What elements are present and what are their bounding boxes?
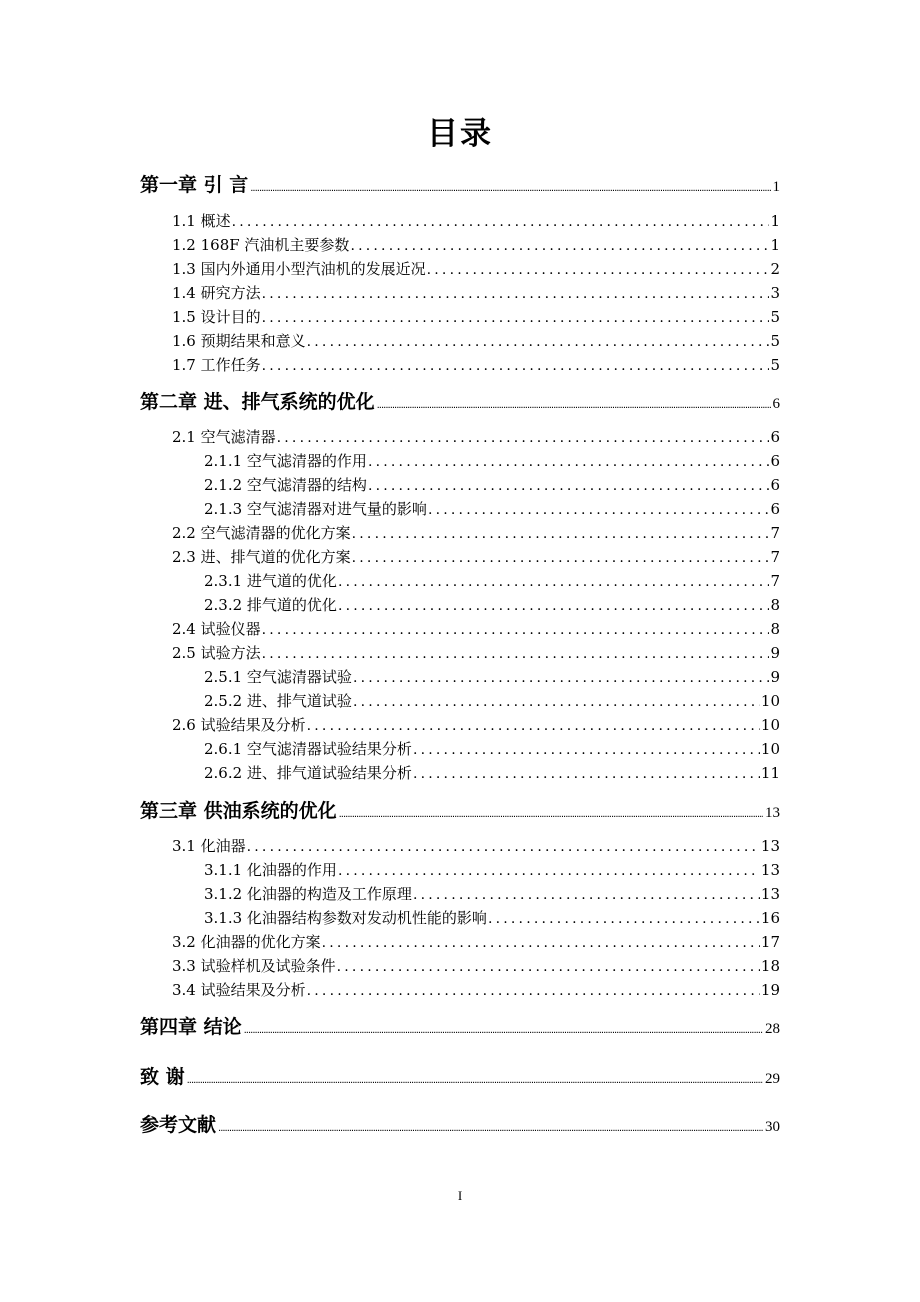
toc-leader-dots	[262, 642, 770, 666]
toc-leader-dots	[338, 594, 770, 618]
toc-chapter-2[interactable]	[140, 387, 780, 417]
toc-leader-dots	[247, 835, 760, 859]
toc-section-2-4[interactable]	[172, 617, 780, 641]
toc-page-number: 3	[770, 284, 780, 302]
toc-leader-dots	[339, 800, 763, 830]
toc-section-3-1[interactable]	[172, 834, 780, 858]
toc-entry-text: 1.1 概述	[172, 212, 231, 230]
toc-leader-dots	[353, 666, 770, 690]
toc-page-number: 2	[770, 260, 780, 278]
toc-section-2-3-1[interactable]	[204, 569, 780, 593]
toc-entry-text: 致 谢	[140, 1066, 185, 1088]
toc-chapter-4[interactable]	[140, 1012, 780, 1042]
toc-page-number: 7	[770, 524, 780, 542]
toc-entry-text: 1.2 168F 汽油机主要参数	[172, 236, 350, 254]
toc-section-3-1-1[interactable]	[204, 858, 780, 882]
toc-section-1-2[interactable]	[172, 233, 780, 257]
toc-section-2-5-2[interactable]	[204, 689, 780, 713]
toc-section-3-4[interactable]	[172, 978, 780, 1002]
toc-leader-dots	[232, 210, 770, 234]
toc-entry-text: 2.4 试验仪器	[172, 620, 261, 638]
toc-entry-text: 3.3 试验样机及试验条件	[172, 957, 336, 975]
toc-entry-text: 3.1.2 化油器的构造及工作原理	[204, 885, 412, 903]
toc-page-number: 7	[770, 572, 780, 590]
toc-entry-text: 2.5 试验方法	[172, 644, 261, 662]
toc-leader-dots	[187, 1066, 763, 1096]
toc-section-1-5[interactable]	[172, 305, 780, 329]
toc-entry-text: 2.6.1 空气滤清器试验结果分析	[204, 740, 412, 758]
toc-page-number: 6	[770, 452, 780, 470]
toc-leader-dots	[368, 450, 770, 474]
toc-entry-text: 第二章 进、排气系统的优化	[140, 391, 375, 413]
toc-page-number: 5	[770, 308, 780, 326]
toc-entry-text: 2.6.2 进、排气道试验结果分析	[204, 764, 412, 782]
toc-page-number: 6	[770, 428, 780, 446]
toc-leader-dots	[377, 391, 771, 421]
toc-leader-dots	[413, 883, 760, 907]
toc-page-number: 11	[760, 764, 780, 782]
toc-leader-dots	[307, 330, 770, 354]
toc-page-number: 10	[760, 692, 780, 710]
toc-page-number: 30	[765, 1119, 780, 1135]
toc-page-number: 13	[765, 805, 780, 821]
toc-page-number: 29	[765, 1071, 780, 1087]
toc-entry-text: 1.7 工作任务	[172, 356, 261, 374]
toc-section-1-4[interactable]	[172, 281, 780, 305]
toc-entry-text: 1.5 设计目的	[172, 308, 261, 326]
toc-leader-dots	[307, 714, 760, 738]
toc-leader-dots	[277, 426, 770, 450]
toc-entry-text: 1.6 预期结果和意义	[172, 332, 306, 350]
toc-leader-dots	[218, 1114, 763, 1144]
toc-entry-text: 2.5.2 进、排气道试验	[204, 692, 352, 710]
toc-entry-text: 2.5.1 空气滤清器试验	[204, 668, 352, 686]
toc-leader-dots	[262, 306, 770, 330]
toc-page-number: 1	[770, 236, 780, 254]
toc-leader-dots	[488, 907, 760, 931]
toc-section-1-1[interactable]	[172, 209, 780, 233]
toc-section-3-3[interactable]	[172, 954, 780, 978]
toc-page-number: 16	[760, 909, 780, 927]
toc-leader-dots	[413, 762, 760, 786]
toc-page-number: 10	[760, 716, 780, 734]
toc-entry-text: 3.2 化油器的优化方案	[172, 933, 321, 951]
toc-page-number: 8	[770, 620, 780, 638]
toc-section-2-5[interactable]	[172, 641, 780, 665]
toc-page-number: 6	[770, 500, 780, 518]
toc-entry-text: 2.3 进、排气道的优化方案	[172, 548, 351, 566]
toc-entry-text: 3.1.1 化油器的作用	[204, 861, 337, 879]
toc-page-number: 13	[760, 837, 780, 855]
toc-page-number: 6	[772, 396, 780, 412]
toc-page-number: 17	[760, 933, 780, 951]
toc-entry-text: 2.1 空气滤清器	[172, 428, 276, 446]
toc-references[interactable]	[140, 1110, 780, 1140]
page-title: 目录	[427, 116, 493, 152]
toc-section-3-2[interactable]	[172, 930, 780, 954]
toc-entry-text: 2.2 空气滤清器的优化方案	[172, 524, 351, 542]
toc-entry-text: 2.6 试验结果及分析	[172, 716, 306, 734]
toc-leader-dots	[338, 859, 760, 883]
toc-entry-text: 第一章 引 言	[140, 174, 249, 196]
page-footer-number: I	[457, 1188, 463, 1203]
toc-entry-text: 2.1.1 空气滤清器的作用	[204, 452, 367, 470]
toc-page-number: 13	[760, 885, 780, 903]
toc-leader-dots	[427, 258, 770, 282]
toc-leader-dots	[352, 522, 770, 546]
toc-page-number: 8	[770, 596, 780, 614]
toc-entry-text: 2.1.3 空气滤清器对进气量的影响	[204, 500, 427, 518]
toc-entry-text: 2.1.2 空气滤清器的结构	[204, 476, 367, 494]
toc-section-2-1-3[interactable]	[204, 497, 780, 521]
toc-section-2-1[interactable]	[172, 425, 780, 449]
toc-entry-text: 1.4 研究方法	[172, 284, 261, 302]
toc-leader-dots	[350, 234, 769, 258]
toc-leader-dots	[338, 570, 770, 594]
toc-leader-dots	[322, 931, 760, 955]
toc-section-1-6[interactable]	[172, 329, 780, 353]
toc-leader-dots	[262, 618, 770, 642]
toc-entry-text: 1.3 国内外通用小型汽油机的发展近况	[172, 260, 426, 278]
toc-page-number: 5	[770, 332, 780, 350]
toc-page-number: 28	[765, 1021, 780, 1037]
toc-entry-text: 3.1 化油器	[172, 837, 246, 855]
toc-page-number: 1	[772, 179, 780, 195]
toc-leader-dots	[262, 354, 770, 378]
toc-page-number: 19	[760, 981, 780, 999]
toc-entry-text: 参考文献	[140, 1114, 217, 1136]
toc-section-2-1-2[interactable]	[204, 473, 780, 497]
toc-section-1-3[interactable]	[172, 257, 780, 281]
toc-chapter-1[interactable]	[140, 170, 780, 200]
toc-leader-dots	[250, 174, 770, 204]
toc-leader-dots	[262, 282, 770, 306]
toc-leader-dots	[244, 1016, 763, 1046]
toc-page-number: 7	[770, 548, 780, 566]
toc-section-2-2[interactable]	[172, 521, 780, 545]
toc-leader-dots	[307, 979, 760, 1003]
toc-entry-text: 第三章 供油系统的优化	[140, 800, 337, 822]
toc-entry-text: 3.1.3 化油器结构参数对发动机性能的影响	[204, 909, 487, 927]
toc-leader-dots	[413, 738, 760, 762]
toc-section-3-1-3[interactable]	[204, 906, 780, 930]
toc-section-2-6[interactable]	[172, 713, 780, 737]
toc-section-2-3[interactable]	[172, 545, 780, 569]
toc-page-number: 1	[770, 212, 780, 230]
toc-leader-dots	[368, 474, 770, 498]
toc-chapter-3[interactable]	[140, 796, 780, 826]
toc-page-number: 18	[760, 957, 780, 975]
toc-page-number: 10	[760, 740, 780, 758]
toc-entry-text: 第四章 结论	[140, 1016, 242, 1038]
toc-section-2-5-1[interactable]	[204, 665, 780, 689]
toc-section-2-6-1[interactable]	[204, 737, 780, 761]
toc-section-2-1-1[interactable]	[204, 449, 780, 473]
toc-leader-dots	[337, 955, 760, 979]
toc-acknowledgements[interactable]	[140, 1062, 780, 1092]
toc-section-2-3-2[interactable]	[204, 593, 780, 617]
toc-page-number: 9	[770, 644, 780, 662]
toc-leader-dots	[353, 690, 760, 714]
toc-section-3-1-2[interactable]	[204, 882, 780, 906]
toc-section-2-6-2[interactable]	[204, 761, 780, 785]
toc-page-number: 13	[760, 861, 780, 879]
toc-entry-text: 3.4 试验结果及分析	[172, 981, 306, 999]
toc-leader-dots	[428, 498, 770, 522]
toc-page-number: 9	[770, 668, 780, 686]
toc-entry-text: 2.3.2 排气道的优化	[204, 596, 337, 614]
toc-section-1-7[interactable]	[172, 353, 780, 377]
toc-page-number: 5	[770, 356, 780, 374]
toc-leader-dots	[352, 546, 770, 570]
toc-entry-text: 2.3.1 进气道的优化	[204, 572, 337, 590]
toc-page-number: 6	[770, 476, 780, 494]
